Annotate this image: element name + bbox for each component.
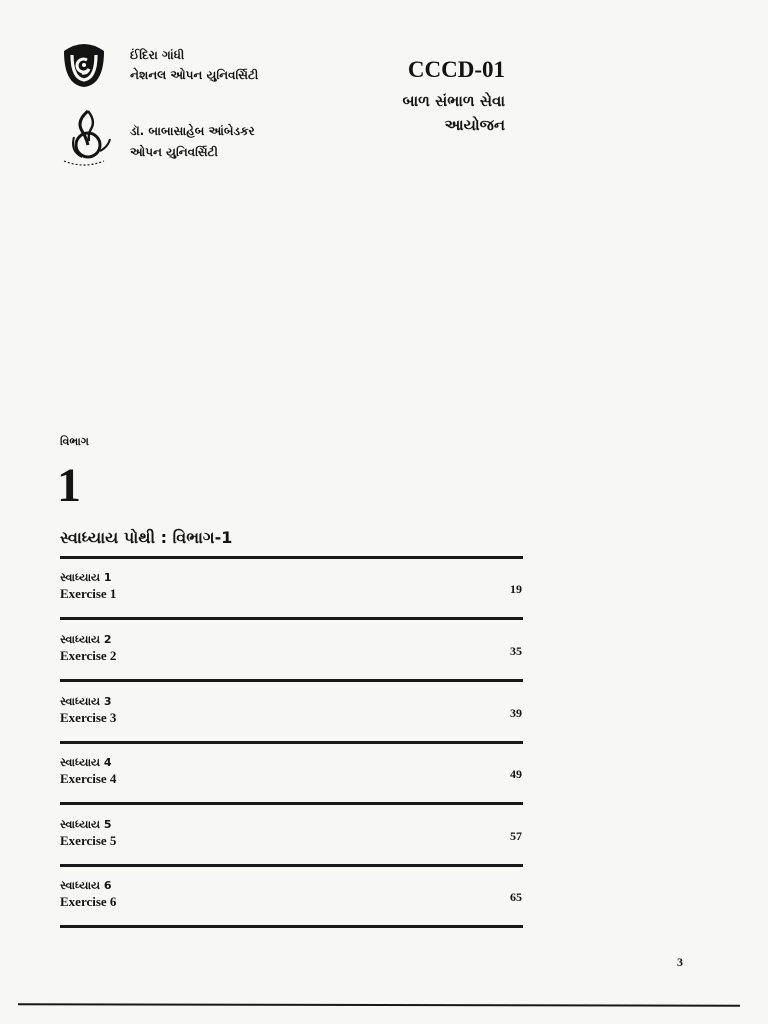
toc-divider: [60, 802, 523, 805]
block-label: વિભાગ: [60, 435, 89, 448]
toc-entry-title: Exercise 1: [60, 586, 117, 601]
course-title-line: બાળ સંભાળ સેવા: [402, 92, 505, 110]
institution-name-line: ડૉ. બાબાસાહેબ આંબેડકર: [130, 124, 255, 138]
toc-divider: [60, 741, 523, 744]
toc-divider: [60, 925, 523, 928]
toc-unit-label: સ્વાધ્યાય 4: [60, 756, 112, 769]
ignou-logo-icon: [60, 41, 108, 89]
toc-top-rule: [60, 556, 523, 559]
toc-page-number: 57: [510, 829, 522, 843]
course-code: CCCD-01: [407, 57, 505, 82]
toc-page-number: 65: [510, 890, 522, 904]
toc-unit-label: સ્વાધ્યાય 6: [60, 879, 112, 892]
braou-logo-icon: [58, 107, 112, 169]
toc-unit-label: સ્વાધ્યાય 1: [60, 571, 112, 584]
bottom-rule: [18, 1003, 740, 1007]
toc-entry: [60, 818, 523, 868]
institution-name-line: નેશનલ ઓપન યુનિવર્સિટી: [130, 68, 259, 82]
toc-divider: [60, 679, 523, 682]
toc-entry-title: Exercise 3: [60, 710, 117, 725]
toc-divider: [60, 864, 523, 867]
institution-name-line: ઈંદિરા ગાંધી: [130, 48, 185, 62]
toc-page-number: 19: [510, 582, 522, 596]
toc-entry-title: Exercise 4: [60, 771, 117, 786]
toc-entry: [60, 695, 523, 745]
toc-unit-label: સ્વાધ્યાય 3: [60, 695, 112, 708]
block-title: સ્વાધ્યાય પોથી : વિભાગ-1: [60, 528, 233, 547]
toc-entry: [60, 879, 523, 929]
institution-name-line: ઓપન યુનિવર્સિટી: [130, 145, 218, 159]
toc-entry: [60, 571, 523, 621]
block-number: 1: [57, 459, 81, 512]
toc-entry: [60, 756, 523, 806]
toc-page-number: 35: [510, 644, 522, 658]
toc-entry-title: Exercise 2: [60, 648, 117, 663]
toc-entry-title: Exercise 6: [60, 894, 117, 909]
toc-page-number: 49: [510, 767, 522, 781]
toc-page-number: 39: [510, 706, 522, 720]
course-title-line: આયોજન: [444, 116, 505, 134]
toc-unit-label: સ્વાધ્યાય 5: [60, 818, 112, 831]
toc-divider: [60, 617, 523, 620]
toc-unit-label: સ્વાધ્યાય 2: [60, 633, 112, 646]
page-number: 3: [677, 955, 683, 969]
toc-entry-title: Exercise 5: [60, 833, 117, 848]
toc-entry: [60, 633, 523, 683]
